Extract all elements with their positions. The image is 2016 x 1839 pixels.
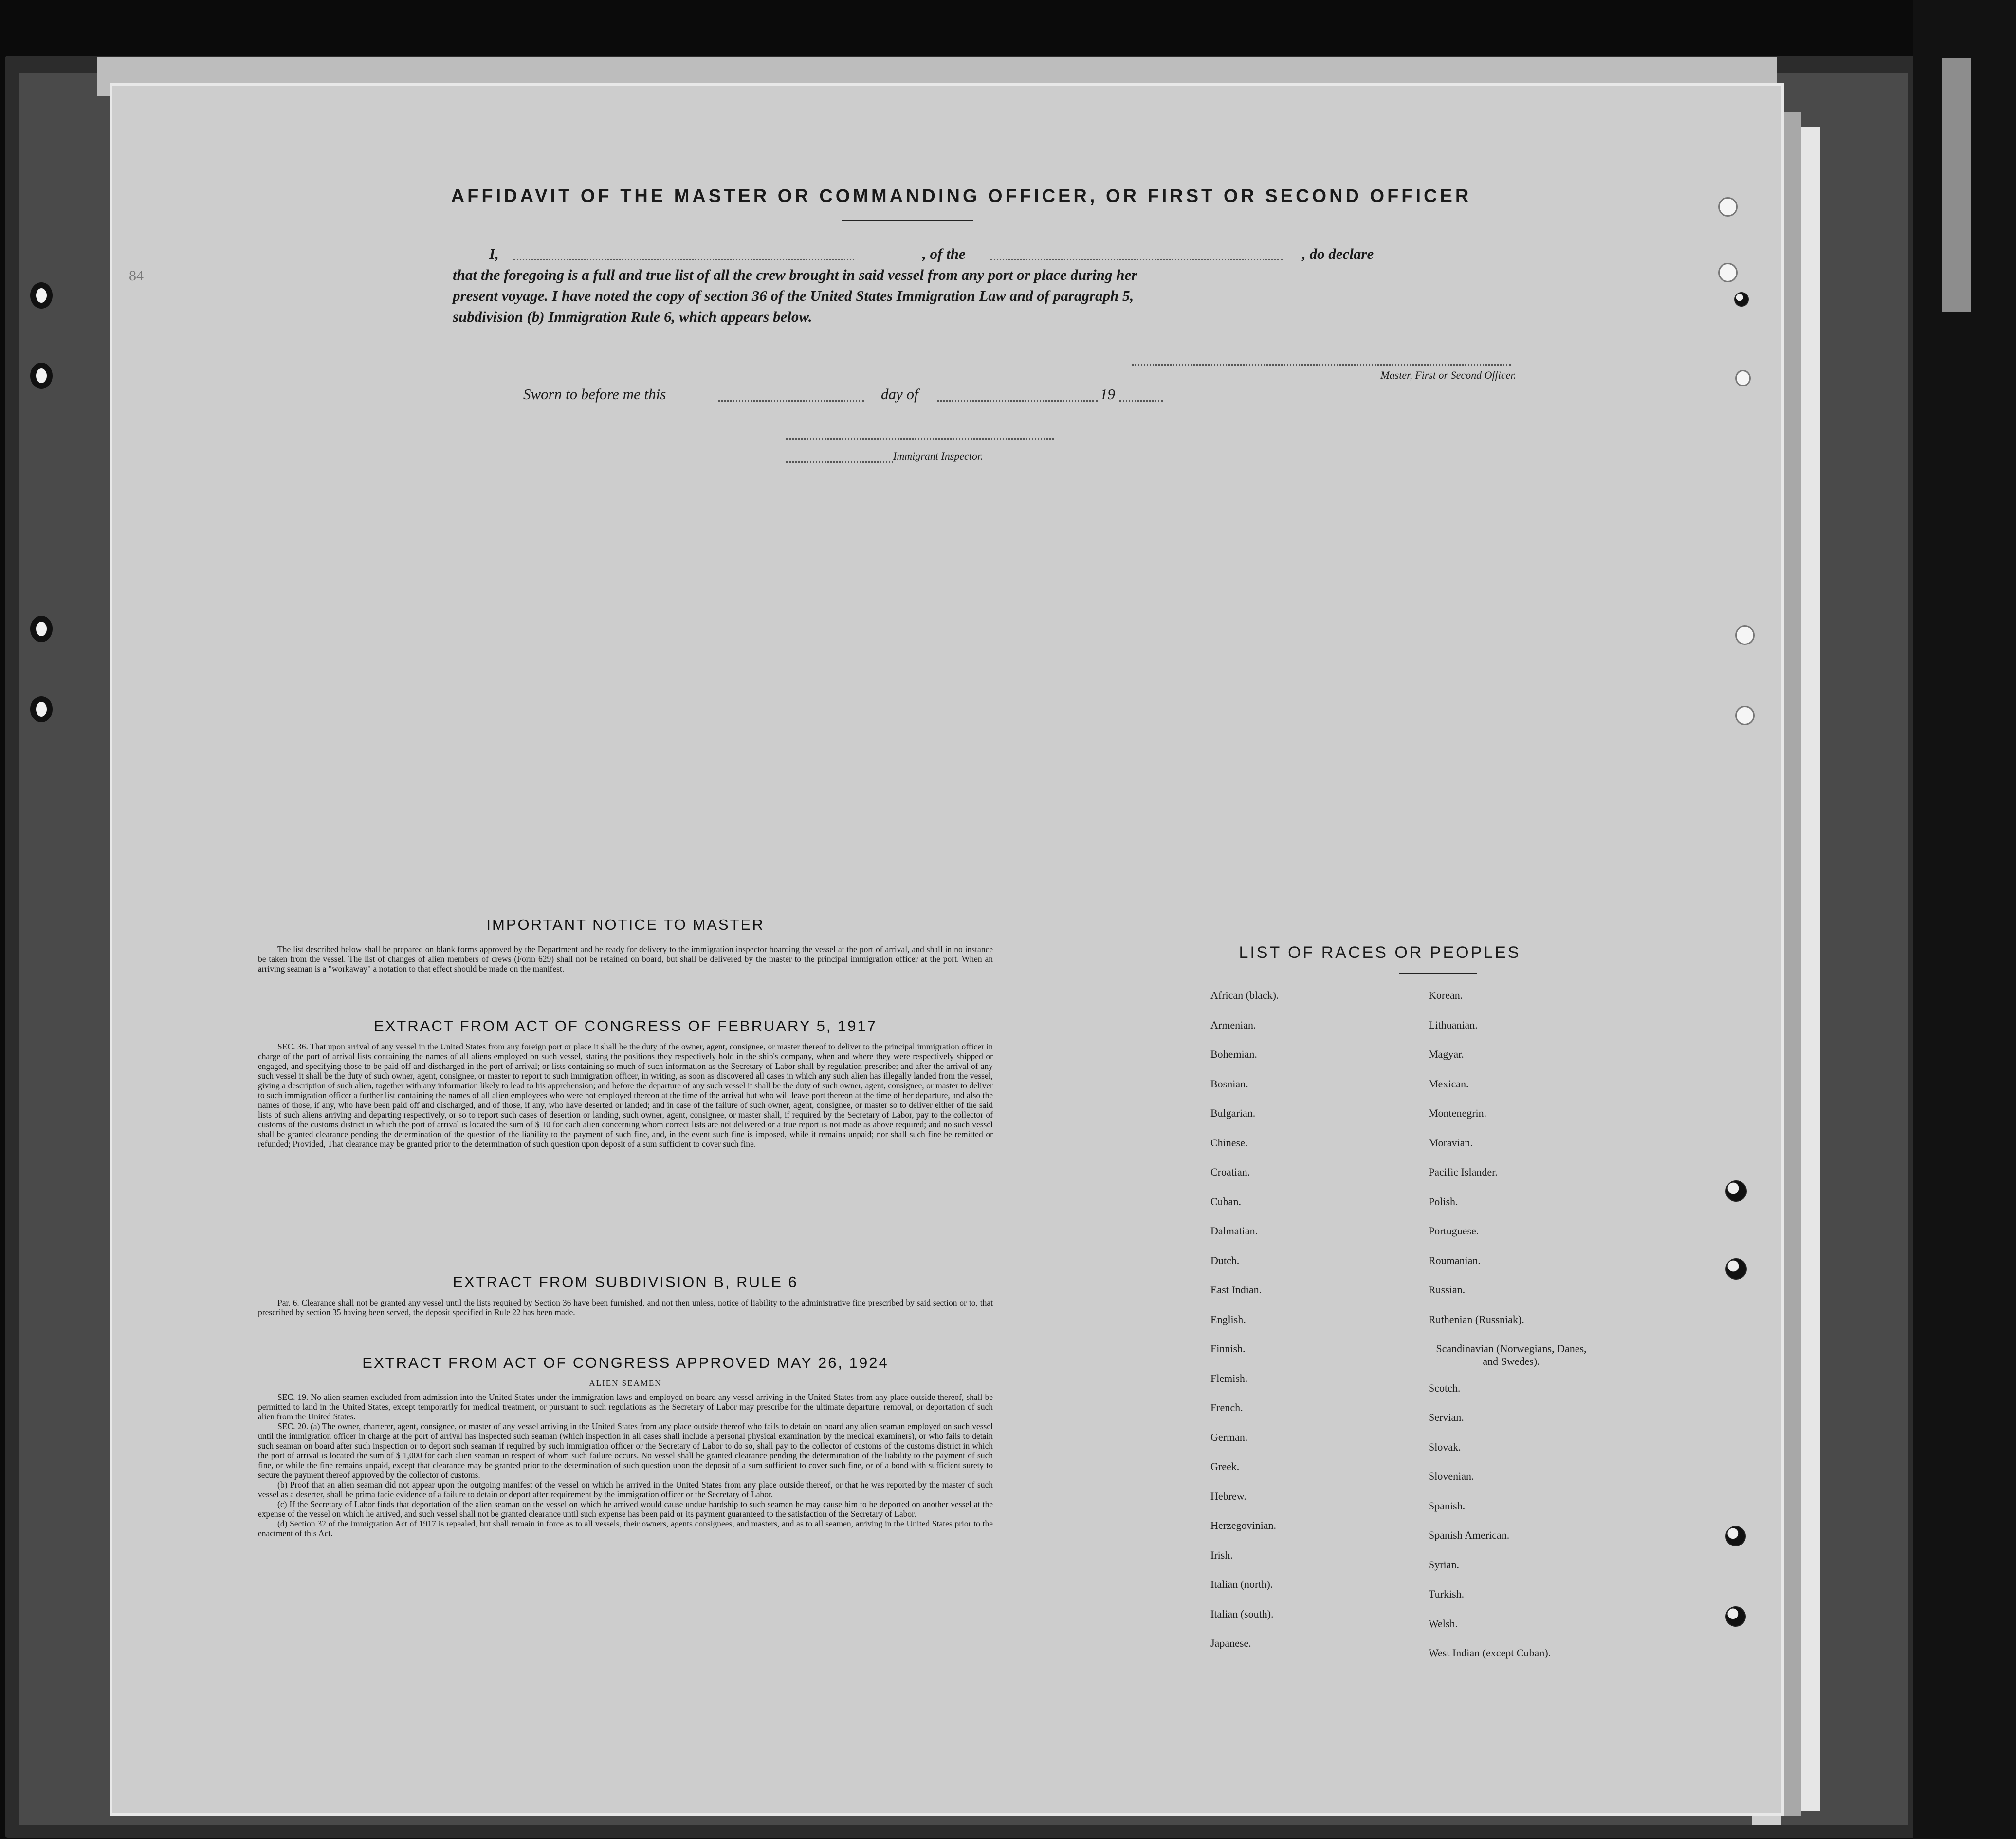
stacked-sheet-right-3	[1801, 127, 1820, 1811]
race-item: Scandinavian (Norwegians, Danes, and Swedes).	[1436, 1342, 1587, 1367]
race-item: Pacific Islander.	[1429, 1166, 1498, 1178]
title-rule	[842, 220, 973, 221]
sworn-day-blank	[718, 400, 864, 402]
race-item: Slovenian.	[1429, 1470, 1474, 1482]
punch-hole	[1735, 625, 1755, 645]
race-item: Montenegrin.	[1429, 1107, 1487, 1119]
race-item: Greek.	[1210, 1460, 1240, 1472]
punch-hole	[1725, 1180, 1747, 1202]
race-item: Russian.	[1429, 1284, 1466, 1296]
affidavit-title: AFFIDAVIT OF THE MASTER OR COMMANDING OFFICER, OR FIRST OR SECOND OFFICER	[451, 186, 1472, 206]
document-page	[110, 83, 1784, 1816]
race-item: Hebrew.	[1210, 1490, 1246, 1502]
punch-hole	[1725, 1606, 1746, 1627]
race-item: Italian (north).	[1210, 1578, 1273, 1590]
punch-hole	[30, 282, 53, 309]
extract-1924-title: EXTRACT FROM ACT OF CONGRESS APPROVED MAY 26, 1924	[362, 1354, 889, 1371]
extract-1924-paragraph: SEC. 20. (a) The owner, charterer, agent, consignee, or master of any vessel arriving in the United States from any place outside thereof who fails to detain on board any alien seaman employed on such vessel until the immigration officer in charge at the port of arrival has inspected such seaman (which inspection in all cases shall include a personal physical examination by the medical examiners), or who fails to detain such seaman on board after such inspection or to deport such seaman if required by such immigration officer or the Secretary of Labor to do so, shall pay to the collector of customs of the customs district in which the port of arrival is located the sum of $ 1,000 for each alien seaman in respect of whom such failure occurs. No vessel shall be granted clearance pending the determination of the liability to the payment of such fine, or while the fine remains unpaid, except that clearance may be granted prior to the determination of such question upon the deposit of a sum sufficient to cover such fine, or of a bond with sufficient surety to secure the payment thereof approved by the collector of customs.	[258, 1421, 993, 1480]
race-item: German.	[1210, 1431, 1248, 1443]
vessel-blank	[990, 259, 1283, 260]
race-item: Dalmatian.	[1210, 1225, 1258, 1237]
race-item: Roumanian.	[1429, 1254, 1481, 1267]
race-item: Japanese.	[1210, 1637, 1251, 1649]
stacked-sheet-right-2	[1781, 112, 1801, 1816]
notice-title: IMPORTANT NOTICE TO MASTER	[486, 916, 765, 933]
inspector-line-1	[786, 438, 1054, 440]
punch-hole	[1735, 706, 1755, 725]
race-item: Mexican.	[1429, 1077, 1469, 1090]
punch-hole	[1718, 263, 1738, 282]
race-item: Slovak.	[1429, 1440, 1461, 1453]
race-item: French.	[1210, 1401, 1243, 1414]
race-item: Bohemian.	[1210, 1048, 1257, 1060]
punch-hole	[1725, 1258, 1747, 1280]
race-item: Bulgarian.	[1210, 1107, 1256, 1119]
extract-1924-subtitle: ALIEN SEAMEN	[589, 1379, 662, 1388]
race-item: Herzegovinian.	[1210, 1519, 1276, 1531]
affidavit-of-the: , of the	[922, 245, 966, 262]
race-item: Polish.	[1429, 1195, 1458, 1208]
race-item: Cuban.	[1210, 1195, 1241, 1208]
race-item: Servian.	[1429, 1411, 1464, 1423]
race-item: Scotch.	[1429, 1381, 1461, 1394]
race-item: Turkish.	[1429, 1588, 1465, 1600]
race-item: Korean.	[1429, 989, 1463, 1001]
affidavit-line-4: subdivision (b) Immigration Rule 6, which appears below.	[453, 308, 812, 325]
race-item: Magyar.	[1429, 1048, 1464, 1060]
race-item: African (black).	[1210, 989, 1279, 1001]
signature-label: Master, First or Second Officer.	[1380, 369, 1516, 381]
sworn-text: Sworn to before me this	[523, 386, 666, 403]
punch-hole	[30, 616, 53, 642]
punch-hole	[30, 363, 53, 389]
punch-hole	[30, 696, 53, 722]
race-item: Moravian.	[1429, 1136, 1473, 1149]
race-item: Dutch.	[1210, 1254, 1240, 1267]
sworn-year: 19	[1100, 386, 1115, 403]
races-title: LIST OF RACES OR PEOPLES	[1239, 943, 1521, 962]
race-item: East Indian.	[1210, 1284, 1262, 1296]
signature-line	[1132, 364, 1511, 366]
race-item: Bosnian.	[1210, 1077, 1248, 1090]
race-item: Ruthenian (Russniak).	[1429, 1313, 1524, 1325]
extract-1924-paragraph: (b) Proof that an alien seaman did not appear upon the outgoing manifest of the vessel on which he arrived in the United States from any place outside thereof, or that he was reported by the master of such vessel as a deserter, shall be prima facie evidence of a failure to detain or deport after requirement by the immigration officer or the Secretary of Labor.	[258, 1480, 993, 1499]
extract-1917-title: EXTRACT FROM ACT OF CONGRESS OF FEBRUARY 5, 1917	[373, 1017, 878, 1034]
punch-hole	[1718, 197, 1738, 217]
notice-text: The list described below shall be prepared on blank forms approved by the Department and be ready for delivery to the immigration inspector boarding the vessel at the port of arrival, and shall in no instance be taken from the vessel. The list of changes of alien members of crews (Form 629) shall not be retained on board, but shall be delivered by the master to the principal immigration officer at the port. When an arriving seaman is a "workaway" a notation to that effect should be made on the manifest.	[258, 944, 993, 974]
name-blank	[513, 259, 854, 260]
race-item: Chinese.	[1210, 1136, 1248, 1149]
affidavit-line-2: that the foregoing is a full and true list of all the crew brought in said vessel from any port or place during her	[453, 266, 1137, 283]
race-item: Spanish.	[1429, 1499, 1466, 1512]
affidavit-line-3: present voyage. I have noted the copy of section 36 of the United States Immigration Law and of paragraph 5,	[453, 287, 1134, 304]
race-item: Lithuanian.	[1429, 1018, 1478, 1031]
punch-hole	[1735, 370, 1751, 386]
race-item: Portuguese.	[1429, 1225, 1479, 1237]
race-item: Flemish.	[1210, 1372, 1248, 1384]
extract-rule6-title: EXTRACT FROM SUBDIVISION B, RULE 6	[453, 1273, 798, 1290]
sworn-month-blank	[937, 400, 1098, 402]
extract-1924-paragraph: (c) If the Secretary of Labor finds that deportation of the alien seaman on the vessel on which he arrived would cause undue hardship to such seamen he may cause him to be deported on another vessel at the expense of the vessel on which he arrived, and such vessel shall not be granted clearance until such expense has been paid or its payment guaranteed to the satisfaction of the Secretary of Labor.	[258, 1499, 993, 1519]
punch-hole	[1734, 292, 1749, 307]
race-item: Irish.	[1210, 1548, 1233, 1561]
punch-hole	[1725, 1526, 1746, 1546]
race-item: West Indian (except Cuban).	[1429, 1647, 1551, 1659]
affidavit-i: I,	[489, 245, 499, 262]
sworn-year-blank	[1119, 400, 1163, 402]
race-item: Spanish American.	[1429, 1529, 1510, 1541]
extract-1924-text	[258, 1392, 993, 1538]
races-title-rule	[1399, 973, 1477, 974]
extract-1924-paragraph: (d) Section 32 of the Immigration Act of 1917 is repealed, but shall remain in force as to all vessels, their owners, agents consignees, and masters, and as to all seamen, arriving in the United States prior to the enactment of this Act.	[258, 1519, 993, 1538]
race-item: Welsh.	[1429, 1617, 1458, 1630]
sworn-day-of: day of	[881, 386, 918, 403]
race-item: Italian (south).	[1210, 1607, 1274, 1620]
binder-spine-strip	[1942, 58, 1971, 312]
race-item: English.	[1210, 1313, 1246, 1325]
race-item: Armenian.	[1210, 1018, 1256, 1031]
affidavit-do-declare: , do declare	[1302, 245, 1374, 262]
inspector-label: Immigrant Inspector.	[893, 450, 983, 462]
inspector-line-2	[786, 461, 893, 463]
extract-1924-paragraph: SEC. 19. No alien seamen excluded from admission into the United States under the immigration laws and employed on board any vessel arriving in the United States from any place outside thereof, shall be permitted to land in the United States, except temporarily for medical treatment, or pursuant to such regulations as the Secretary of Labor may prescribe for the ultimate departure, removal, or deportation of such alien from the United States.	[258, 1392, 993, 1421]
margin-number: 84	[129, 268, 144, 284]
extract-rule6-text: Par. 6. Clearance shall not be granted any vessel until the lists required by Section 36 have been furnished, and not then unless, notice of liability to the administrative fine prescribed by said section or to, that prescribed by section 35 having been served, the deposit specified in Rule 22 has been made.	[258, 1298, 993, 1317]
extract-1917-text: SEC. 36. That upon arrival of any vessel in the United States from any foreign port or place it shall be the duty of the owner, agent, consignee, or master thereof to deliver to the principal immigration officer in charge of the port of arrival lists containing the names of all aliens employed on such vessel, stating the positions they respectively hold in the ship's company, when and where they were respectively shipped or engaged, and specifying those to be paid off and discharged in the port of arrival; or lists containing so much of such information as the Secretary of Labor shall by regulation prescribe; and after the arrival of any such vessel it shall be the duty of such owner, agent, consignee, or master to report to such immigration officer, in writing, as soon as discovered all cases in which any such alien has illegally landed from the vessel, giving a description of such alien, together with any information likely to lead to his apprehension; and before the departure of any such vessel it shall be the duty of such owner, agent, consignee, or master to deliver to such immigration officer a further list containing the names of all alien employees who were not employed thereon at the time of the arrival but who will leave port thereon at the time of her departure, and also the names of those, if any, who have been paid off and discharged, and of those, if any, who have deserted or landed; and in case of the failure of such owner, agent, consignee, or master so to deliver either of the said lists of such aliens arriving and departing respectively, or so to report such cases of desertion or landing, such owner, agent, consignee, or master shall, if required by the Secretary of Labor, pay to the collector of customs of the customs district in which the port of arrival is located the sum of $ 10 for each alien concerning whom correct lists are not delivered or a true report is not made as above required; and no such vessel shall be granted clearance pending the determination of the question of the liability to the payment of such fine, and, in the event such fine is imposed, while it remains unpaid; nor shall such fine be remitted or refunded; Provided, That clearance may be granted prior to the determination of such question upon deposit of a sum sufficient to cover such fine.	[258, 1042, 993, 1149]
race-item: Syrian.	[1429, 1558, 1459, 1571]
race-item: Croatian.	[1210, 1166, 1250, 1178]
race-item: Finnish.	[1210, 1342, 1246, 1355]
